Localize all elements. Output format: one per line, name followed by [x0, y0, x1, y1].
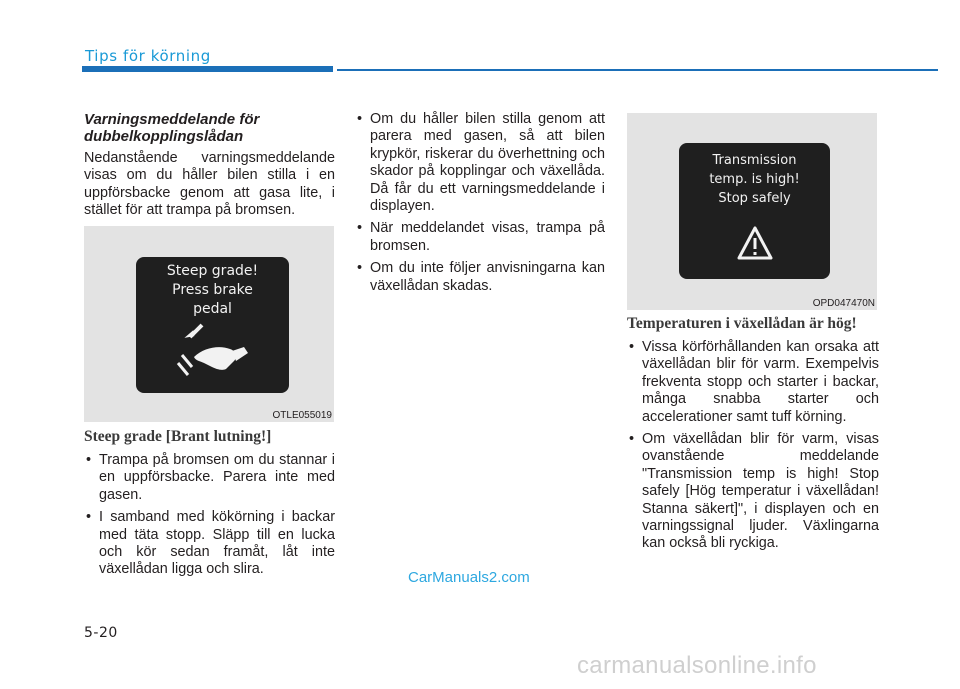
display-line-2: Press brake — [172, 282, 253, 298]
foot-on-brake-pedal-icon — [174, 323, 254, 383]
watermark-footer: carmanualsonline.info — [577, 652, 817, 679]
list-item: • I samband med kökörning i backar med täta stopp. Släpp till en lucka och kör sedan framåt, låt inte växellådan ligga och slira. — [84, 509, 335, 579]
page-number: 5-20 — [84, 625, 118, 641]
display-screen — [136, 257, 289, 393]
steep-grade-list — [84, 452, 335, 579]
display-message — [679, 151, 830, 208]
list-item: • Vissa körförhållanden kan orsaka att växellådan blir för varm. Exempelvis frekventa stopp och starter i backar, många snabba starter och accelerationer samt tuff körning. — [627, 339, 879, 426]
middle-list — [355, 111, 605, 295]
steep-grade-heading: Steep grade [Brant lutning!] — [84, 428, 272, 445]
subheading — [84, 111, 335, 145]
transmission-temp-figure — [627, 113, 877, 310]
header-bar-thick — [82, 66, 333, 72]
figure-code: OTLE055019 — [272, 410, 332, 421]
header-bar-thin — [337, 69, 938, 71]
transmission-temp-list — [627, 339, 879, 553]
warning-triangle-icon — [736, 225, 774, 261]
list-item: • Om du håller bilen stilla genom att parera med gasen, så att bilen krypkör, riskerar du överhettning och skador på kopplingar och växellåda. Då får du ett varningsmeddelande i displayen. — [355, 111, 605, 215]
display-message — [136, 262, 289, 319]
steep-grade-figure — [84, 226, 334, 422]
list-item: • När meddelandet visas, trampa på bromsen. — [355, 220, 605, 255]
display-line-2: temp. is high! — [709, 172, 800, 187]
display-screen — [679, 143, 830, 279]
middle-column — [355, 111, 605, 300]
right-column — [627, 315, 879, 558]
transmission-temp-heading: Temperaturen i växellådan är hög! — [627, 315, 857, 332]
display-line-1: Steep grade! — [166, 263, 259, 279]
display-line-1: Transmission — [712, 153, 797, 168]
intro-paragraph: Nedanstående varningsmeddelande visas om du håller bilen stilla i en uppförsbacke genom att gasa lite, i stället för att trampa på bromsen. — [84, 150, 335, 219]
section-title: Tips för körning — [85, 47, 211, 65]
left-column — [84, 111, 335, 236]
display-line-3: Stop safely — [718, 191, 791, 206]
watermark-link[interactable]: CarManuals2.com — [408, 569, 530, 586]
display-line-3: pedal — [193, 301, 232, 317]
list-item: • Om du inte följer anvisningarna kan växellådan skadas. — [355, 260, 605, 295]
list-item: • Trampa på bromsen om du stannar i en uppförsbacke. Parera inte med gasen. — [84, 452, 335, 504]
figure-code: OPD047470N — [812, 298, 875, 309]
list-item: • Om växellådan blir för varm, visas ovanstående meddelande "Transmission temp is high! Stop safely [Hög temperatur i växellådan! Stanna säkert]", i displayen och en varningssignal ljuder. Växlingarna kan också bli ryckiga. — [627, 431, 879, 553]
left-column-lower — [84, 428, 335, 584]
subheading-line-1: Varningsmeddelande för — [84, 111, 260, 128]
subheading-line-2: dubbelkopplingslådan — [84, 128, 244, 145]
